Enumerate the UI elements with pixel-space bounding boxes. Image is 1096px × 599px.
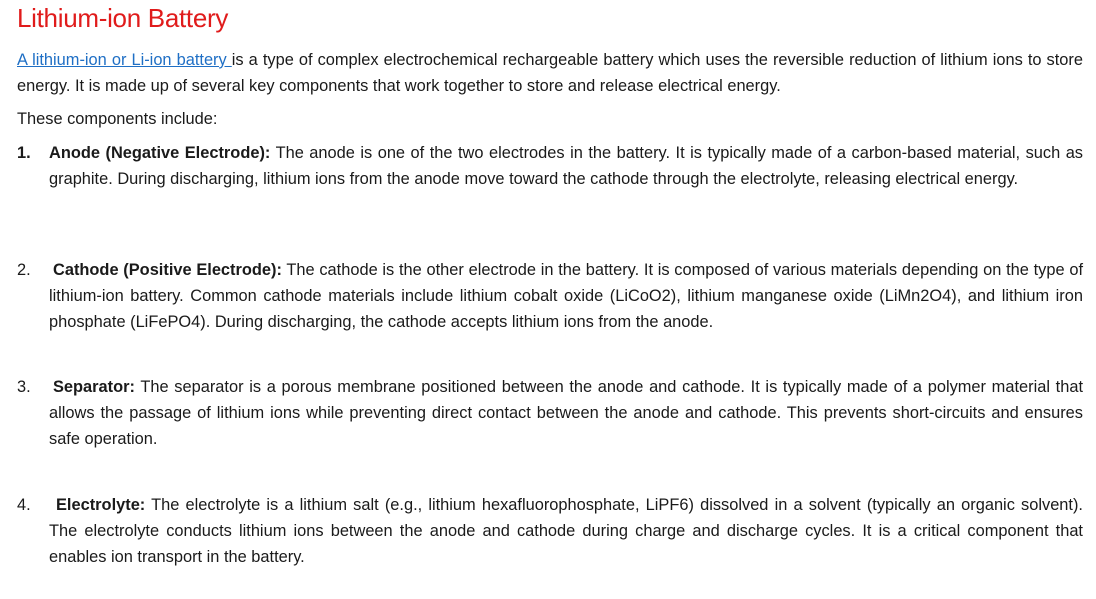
list-item-term: Electrolyte: (56, 496, 146, 514)
list-item-body (49, 257, 1083, 335)
battery-definition-link[interactable]: A lithium-ion or Li-ion battery (17, 51, 232, 69)
intro-paragraph (17, 47, 1083, 99)
intro-text: is a type of complex electrochemical rechargeable battery which uses the reversible reduction of lithium ions to store energy. It is made up of several key components that work together to store and release electrical energy. (17, 51, 1083, 95)
list-number: 4. (17, 496, 31, 514)
list-item-text: The electrolyte is a lithium salt (e.g., lithium hexafluorophosphate, LiPF6) dissolved in a solvent (typically an organic solvent). The electrolyte conducts lithium ions between the anode and cathode during charge and discharge cycles. It is a critical component that enables ion transport in the battery. (49, 496, 1083, 566)
list-item-term: Separator: (53, 378, 135, 396)
list-item-text: The anode is one of the two electrodes in the battery. It is typically made of a carbon-based material, such as graphite. During discharging, lithium ions from the anode move toward the cathode through the electrolyte, releasing electrical energy. (49, 144, 1084, 188)
list-item-body (49, 374, 1083, 452)
list-item-text: The separator is a porous membrane positioned between the anode and cathode. It is typically made of a polymer material that allows the passage of lithium ions while preventing direct contact between the anode and cathode. This prevents short-circuits and ensures safe operation. (49, 378, 1083, 448)
list-item-anode (17, 140, 1083, 192)
page-title: Lithium-ion Battery (17, 3, 229, 33)
list-item-cathode (17, 257, 1083, 335)
list-number: 1. (17, 144, 31, 162)
list-item-body (49, 492, 1083, 570)
list-item-separator (17, 374, 1083, 452)
list-item-term: Anode (Negative Electrode): (49, 144, 271, 162)
list-item-body (49, 140, 1083, 192)
components-lead: These components include: (17, 110, 218, 128)
list-item-term: Cathode (Positive Electrode): (53, 261, 282, 279)
list-number: 2. (17, 261, 31, 279)
list-item-text: The cathode is the other electrode in the battery. It is composed of various materials depending on the type of lithium-ion battery. Common cathode materials include lithium cobalt oxide (LiCoO2), lithium manganese oxide (LiMn2O4), and lithium iron phosphate (LiFePO4). During discharging, the cathode accepts lithium ions from the anode. (49, 261, 1083, 331)
list-number: 3. (17, 378, 31, 396)
list-item-electrolyte (17, 492, 1083, 570)
